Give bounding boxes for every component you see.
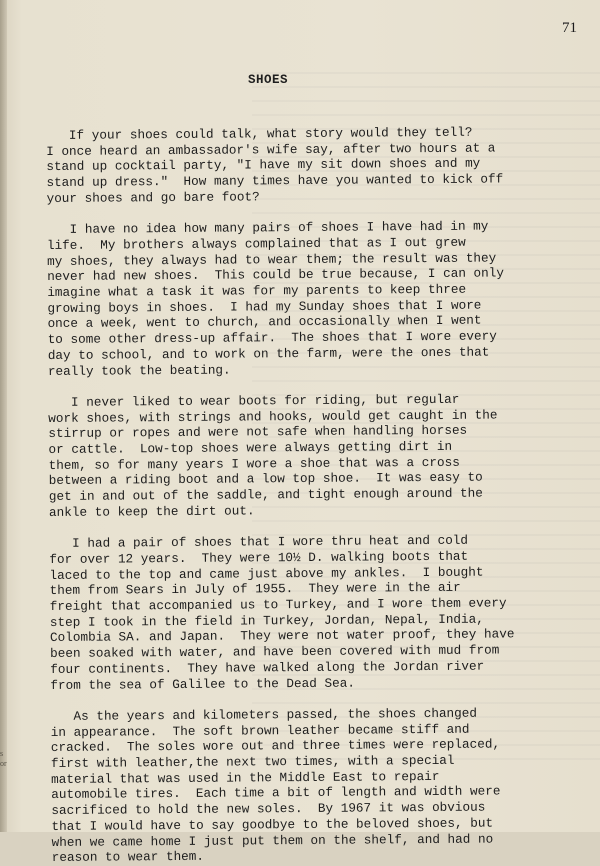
page-number: 71 <box>562 20 577 36</box>
paragraph-4: I had a pair of shoes that I wore thru heat and cold for over 12 years. They were 10½ D. walking boots that laced to the top and came just above my ankles. I bought them from Sears in July of 1955. They were in the air freight that accompanied us to Turkey, and I wore them every step I took in the field in Turkey, Jordan, Nepal, India, Colombia SA. and Japan. They were not water proof, they have been soaked with water, and have been covered with mud from four continents. They have walked along the Jordan river from the sea of Galilee to the Dead Sea. <box>49 532 515 693</box>
margin-note: s <box>0 749 4 758</box>
margin-notes <box>0 749 7 769</box>
paragraph-5: As the years and kilometers passed, the shoes changed in appearance. The soft brown leather became stiff and cracked. The soles wore out and three times were replaced, first with leather,the next two times, with a special material that was used in the Middle East to repair automobile tires. Each time a bit of length and width were sacrificed to hold the new soles. By 1967 it was obvious that I would have to say goodbye to the beloved shoes, but when we came home I just put them on the shelf, and had no reason to wear them. <box>50 705 501 866</box>
paragraph-2: I have no idea how many pairs of shoes I have had in my life. My brothers always complained that as I out grew my shoes, they always had to wear them; the result was they never had new shoes. This could be true because, I can only imagine what a task it was for my parents to keep three growing boys in shoes. I had my Sunday shoes that I wore once a week, went to church, and occasionally when I went to some other dress-up affair. The shoes that I wore every day to school, and to work on the farm, were the ones that really took the beating. <box>46 218 505 379</box>
margin-note: or <box>0 759 7 768</box>
body-text <box>46 124 564 866</box>
binding-shadow <box>0 0 7 832</box>
paragraph-3: I never liked to wear boots for riding, but regular work shoes, with strings and hooks, would get caught in the stirrup or ropes and were not safe when handling horses or cattle. Low-top shoes were always getting dirt in them, so for many years I wore a shoe that was a cross between a riding boot and a low top shoe. It was easy to get in and out of the saddle, and tight enough around the ankle to keep the dirt out. <box>48 391 498 520</box>
paragraph-1: If your shoes could talk, what story would they tell? I once heard an ambassador's wife say, after two hours at a stand up cocktail party, "I have my sit down shoes and my stand up dress." How many times have you wanted to kick off your shoes and go bare foot? <box>46 124 504 206</box>
page-title: SHOES <box>248 73 289 87</box>
